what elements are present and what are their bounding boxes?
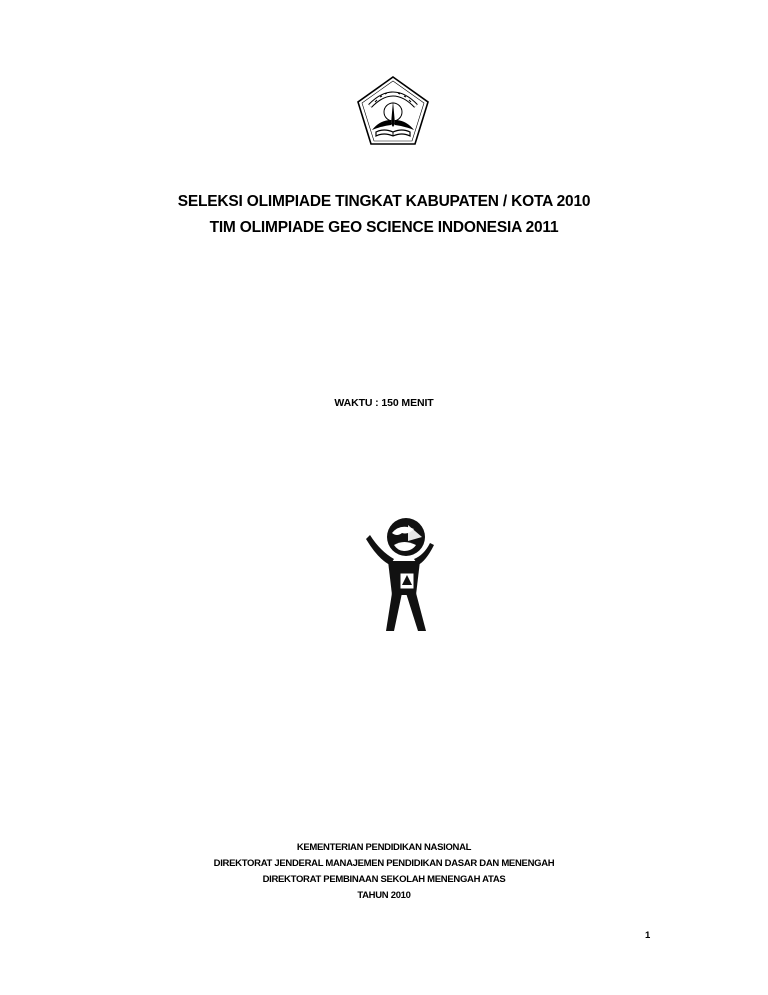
footer-ministry: KEMENTERIAN PENDIDIKAN NASIONAL	[296, 842, 472, 853]
exam-title-line2: TIM OLIMPIADE GEO SCIENCE INDONESIA 2011	[209, 219, 559, 236]
footer-directorate-general: DIREKTORAT JENDERAL MANAJEMEN PENDIDIKAN DASAR DAN MENENGAH	[213, 858, 555, 869]
footer-year: TAHUN 2010	[357, 890, 411, 901]
geo-science-olympiad-mascot-icon	[364, 515, 436, 633]
page-number: 1	[645, 930, 651, 941]
exam-duration: WAKTU : 150 MENIT	[334, 397, 434, 409]
exam-title-line1: SELEKSI OLIMPIADE TINGKAT KABUPATEN / KOTA 2010	[177, 193, 591, 210]
tut-wuri-handayani-seal-icon	[356, 76, 430, 146]
footer-directorate: DIREKTORAT PEMBINAAN SEKOLAH MENENGAH ATAS	[262, 874, 506, 885]
